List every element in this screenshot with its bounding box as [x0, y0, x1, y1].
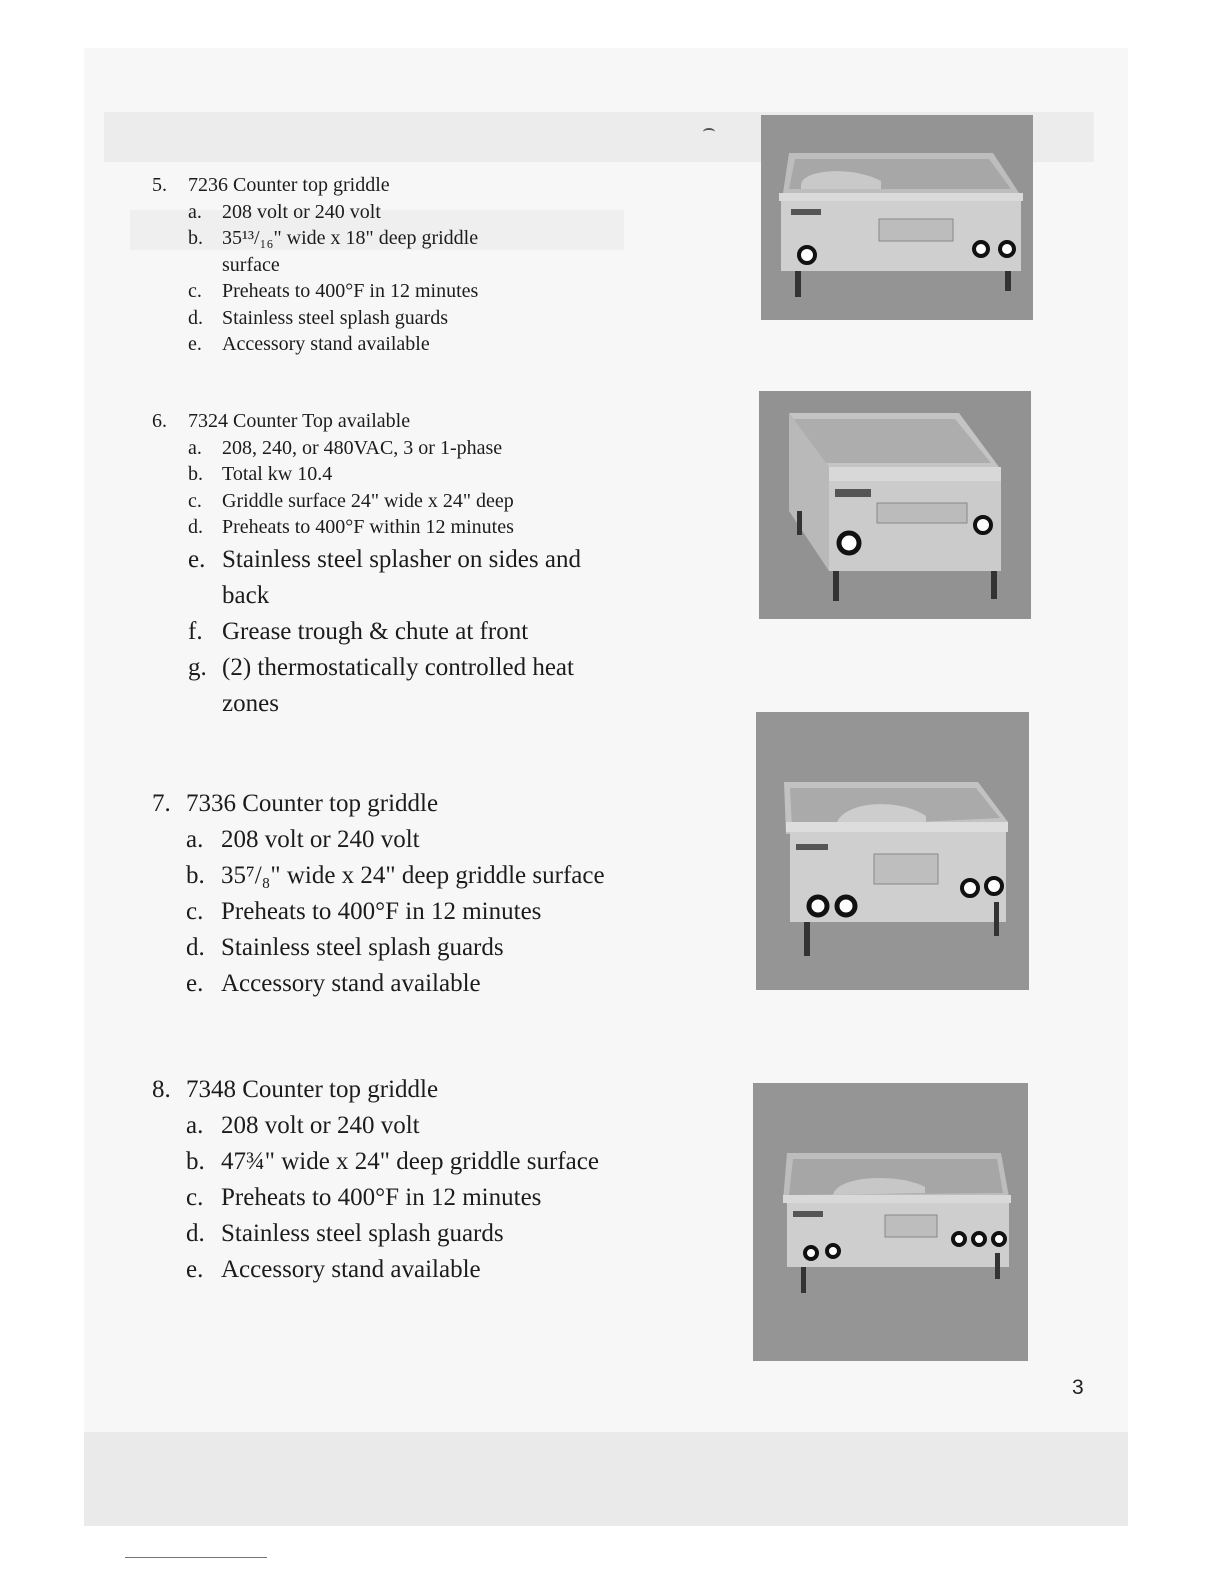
sub-text: 208 volt or 240 volt — [221, 826, 420, 853]
sub-text: Stainless steel splasher on sides and — [222, 545, 581, 573]
sub-letter: b. — [188, 463, 203, 485]
item-number: 8. — [152, 1076, 171, 1103]
sub-letter: a. — [188, 200, 202, 223]
spec-item-7336 — [152, 786, 605, 1002]
spec-line — [152, 930, 605, 966]
griddle-photo-7324 — [759, 391, 1031, 619]
spec-line — [152, 1252, 599, 1288]
sub-text: 208 volt or 240 volt — [222, 200, 381, 223]
sub-letter: d. — [188, 516, 203, 538]
sub-text-continued: surface — [222, 253, 280, 276]
spec-line — [152, 542, 581, 578]
sub-letter: b. — [188, 227, 203, 249]
spec-line — [152, 331, 478, 358]
sub-letter: d. — [186, 1220, 205, 1247]
pen-mark — [703, 128, 715, 136]
sub-letter: b. — [186, 862, 205, 889]
spec-line — [152, 1216, 599, 1252]
item-title: 7324 Counter Top available — [188, 410, 411, 432]
item-title: 7348 Counter top griddle — [186, 1076, 439, 1103]
sub-letter: d. — [188, 306, 203, 329]
spec-line — [152, 488, 581, 515]
sub-letter: c. — [186, 1184, 204, 1211]
sub-text: Preheats to 400°F in 12 minutes — [221, 1184, 542, 1211]
spec-large-group — [152, 542, 581, 722]
sub-letter: g. — [188, 653, 207, 681]
sub-text: 47¾" wide x 24" deep griddle surface — [221, 1148, 599, 1175]
griddle-illustration — [753, 1083, 1028, 1361]
item-number: 7. — [152, 790, 171, 817]
sub-text-continued: back — [222, 581, 270, 609]
spec-line — [152, 278, 478, 305]
sub-letter: e. — [186, 1256, 204, 1283]
item-number: 6. — [152, 410, 167, 432]
spec-line — [152, 225, 478, 252]
sub-text: Grease trough & chute at front — [222, 617, 529, 645]
spec-item-7324 — [152, 408, 581, 722]
spec-line — [152, 1144, 599, 1180]
sub-text: 35⁷/₈" wide x 24" deep griddle surface — [221, 862, 605, 889]
sub-text: 208 volt or 240 volt — [221, 1112, 420, 1139]
spec-line — [152, 1180, 599, 1216]
sub-text: Accessory stand available — [222, 333, 430, 355]
spec-heading — [152, 172, 478, 199]
griddle-photo-7348 — [753, 1083, 1028, 1361]
spec-item-7348 — [152, 1072, 599, 1288]
sub-letter: d. — [186, 934, 205, 961]
spec-item-7236 — [152, 172, 478, 358]
sub-letter: a. — [186, 1112, 204, 1139]
sub-letter: c. — [188, 280, 202, 302]
griddle-photo-7336 — [756, 712, 1029, 990]
item-title: 7336 Counter top griddle — [186, 790, 439, 817]
underline-rule — [125, 1557, 267, 1558]
sub-text: Preheats to 400°F in 12 minutes — [221, 898, 542, 925]
spec-line — [152, 1108, 599, 1144]
sub-text: Griddle surface 24" wide x 24" deep — [222, 489, 514, 512]
sub-letter: a. — [186, 826, 204, 853]
sub-text: Stainless steel splash guards — [221, 1220, 504, 1247]
spec-line — [152, 966, 605, 1002]
spec-line — [152, 894, 605, 930]
sub-text-continued: zones — [222, 689, 279, 717]
sub-text: Preheats to 400°F in 12 minutes — [222, 280, 479, 302]
sub-letter: c. — [186, 898, 204, 925]
item-title: 7236 Counter top griddle — [188, 174, 390, 196]
spec-line — [152, 435, 581, 462]
griddle-photo-7236 — [761, 115, 1033, 320]
sub-letter: f. — [188, 617, 203, 645]
sub-text: Preheats to 400°F within 12 minutes — [222, 516, 514, 538]
sub-letter: c. — [188, 489, 202, 512]
sub-text: Stainless steel splash guards — [221, 934, 504, 961]
griddle-illustration — [756, 712, 1029, 990]
sub-text: 208, 240, or 480VAC, 3 or 1-phase — [222, 436, 503, 459]
sub-text: Accessory stand available — [221, 1256, 481, 1283]
spec-heading — [152, 1072, 599, 1108]
spec-line — [152, 199, 478, 226]
spec-line — [152, 461, 581, 488]
spec-heading — [152, 786, 605, 822]
sub-text: 35¹³/₁₆" wide x 18" deep griddle — [222, 227, 479, 249]
griddle-illustration — [761, 115, 1033, 320]
sub-letter: a. — [188, 436, 202, 459]
sub-letter: e. — [188, 333, 202, 355]
spec-line — [152, 514, 581, 541]
item-number: 5. — [152, 174, 167, 196]
bottom-shadow-band — [84, 1432, 1128, 1526]
sub-letter: e. — [186, 970, 204, 997]
page-number: 3 — [1072, 1376, 1084, 1399]
spec-line — [152, 822, 605, 858]
sub-letter: e. — [188, 545, 206, 573]
sub-text: (2) thermostatically controlled heat — [222, 653, 574, 681]
sub-text: Accessory stand available — [221, 970, 481, 997]
spec-heading — [152, 408, 581, 435]
spec-line — [152, 614, 581, 650]
spec-line — [152, 305, 478, 332]
spec-line — [152, 650, 581, 686]
spec-line — [152, 858, 605, 894]
griddle-illustration — [759, 391, 1031, 619]
sub-text: Total kw 10.4 — [222, 463, 333, 485]
sub-text: Stainless steel splash guards — [222, 306, 449, 329]
sub-letter: b. — [186, 1148, 205, 1175]
